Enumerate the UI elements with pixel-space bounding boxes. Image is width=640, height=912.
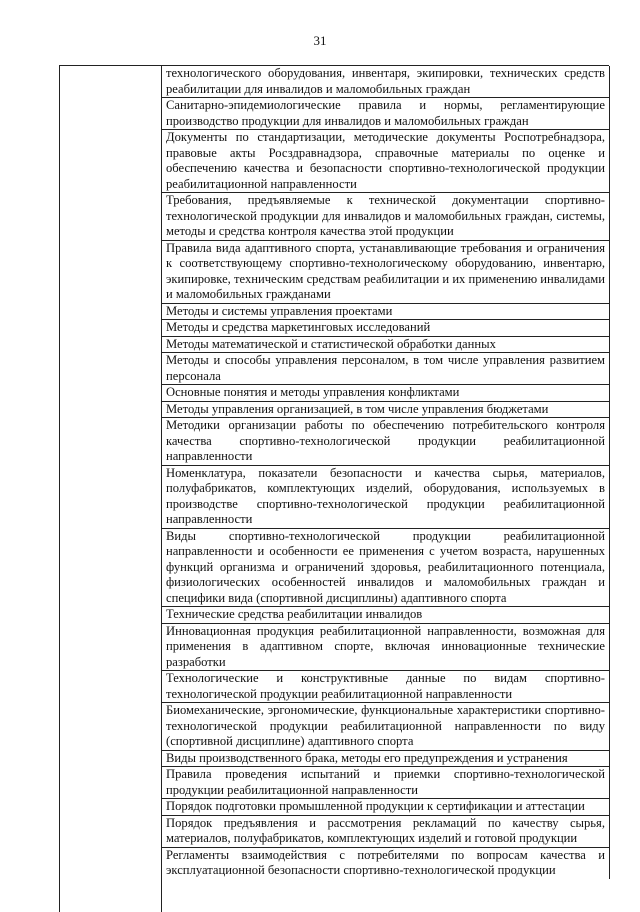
table-row: Методы управления организацией, в том числе управления бюджетами bbox=[162, 402, 610, 419]
table-row: Виды спортивно-технологической продукции реабилитационной направленности и особенности ее применения с учетом возраста, нарушенных функций организма и ограничений здоровья, реабилитационного потенциала, физиологических особенностей инвалидов и маломобильных граждан и специфики вида (спортивной дисциплины) адаптивного спорта bbox=[162, 529, 610, 608]
knowledge-table bbox=[59, 65, 609, 912]
table-row: Технологические и конструктивные данные по видам спортивно-технологической продукции реабилитационной направленности bbox=[162, 671, 610, 703]
table-row: Номенклатура, показатели безопасности и качества сырья, материалов, полуфабрикатов, комплектующих изделий, оборудования, используемых в производстве спортивно-технологической продукции реабилитационной направленности bbox=[162, 466, 610, 529]
table-row: Технические средства реабилитации инвалидов bbox=[162, 607, 610, 624]
table-row: Санитарно-эпидемиологические правила и нормы, регламентирующие производство продукции для инвалидов и маломобильных граждан bbox=[162, 98, 610, 130]
table-rows bbox=[162, 66, 610, 879]
table-row: Требования, предъявляемые к технической документации спортивно-технологической продукции для инвалидов и маломобильных граждан, системы, методы и средства контроля качества этой продукции bbox=[162, 193, 610, 241]
table-row: Порядок предъявления и рассмотрения рекламаций по качеству сырья, материалов, полуфабрикатов, комплектующих изделий и готовой продукции bbox=[162, 816, 610, 848]
table-row: технологического оборудования, инвентаря, экипировки, технических средств реабилитации для инвалидов и маломобильных граждан bbox=[162, 66, 610, 98]
table-row: Регламенты взаимодействия с потребителями по вопросам качества и эксплуатационной безопасности спортивно-технологической продукции bbox=[162, 848, 610, 879]
table-row: Методики организации работы по обеспечению потребительского контроля качества спортивно-технологической продукции реабилитационной направленности bbox=[162, 418, 610, 466]
table-label-column bbox=[60, 66, 162, 912]
table-row: Порядок подготовки промышленной продукции к сертификации и аттестации bbox=[162, 799, 610, 816]
table-row: Виды производственного брака, методы его предупреждения и устранения bbox=[162, 751, 610, 768]
table-row: Биомеханические, эргономические, функциональные характеристики спортивно-технологической продукции реабилитационной направленности по виду (спортивной дисциплине) адаптивного спорта bbox=[162, 703, 610, 751]
table-row: Основные понятия и методы управления конфликтами bbox=[162, 385, 610, 402]
page-number: 31 bbox=[313, 33, 327, 48]
table-row: Документы по стандартизации, методические документы Роспотребнадзора, правовые акты Росздравнадзора, справочные материалы по оценке и обеспечению качества и безопасности спортивно-технологической продукции реабилитационной направленности bbox=[162, 130, 610, 193]
table-row: Методы и способы управления персоналом, в том числе управления развитием персонала bbox=[162, 353, 610, 385]
table-row: Правила вида адаптивного спорта, устанавливающие требования и ограничения к соответствующему спортивно-технологическому оборудованию, инвентарю, экипировке, техническим средствам реабилитации и их применению инвалидами и маломобильных гражданами bbox=[162, 241, 610, 304]
table-row: Методы математической и статистической обработки данных bbox=[162, 337, 610, 354]
table-row: Правила проведения испытаний и приемки спортивно-технологической продукции реабилитационной направленности bbox=[162, 767, 610, 799]
table-row: Методы и средства маркетинговых исследований bbox=[162, 320, 610, 337]
table-row: Методы и системы управления проектами bbox=[162, 304, 610, 321]
table-row: Инновационная продукция реабилитационной направленности, возможная для применения в адаптивном спорте, включая инновационные технические разработки bbox=[162, 624, 610, 672]
